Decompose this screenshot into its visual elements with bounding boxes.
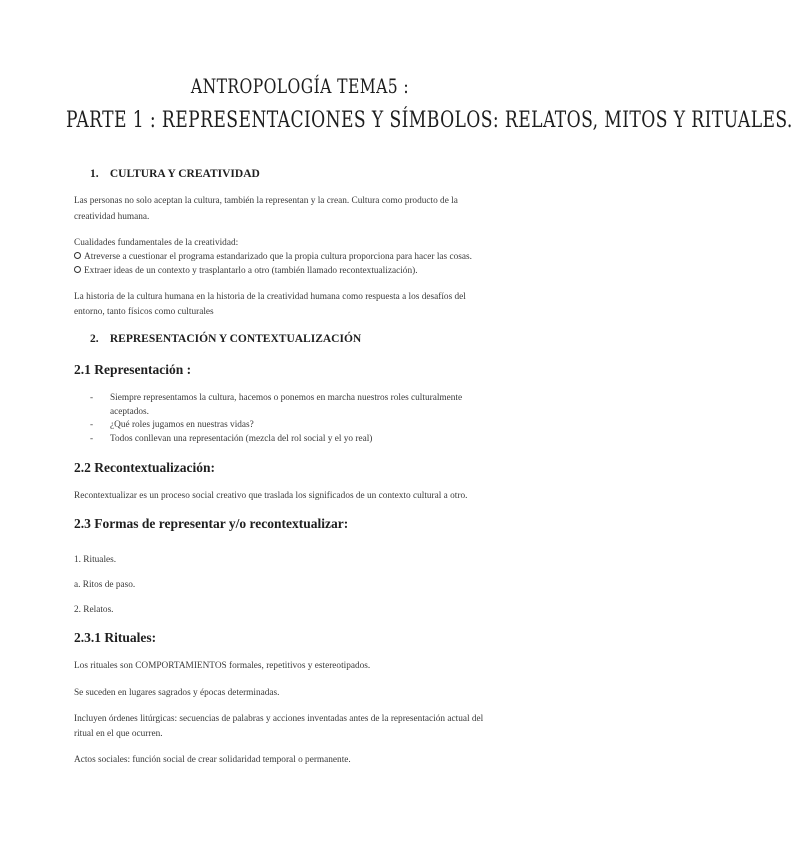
section2-title: REPRESENTACIÓN Y CONTEXTUALIZACIÓN bbox=[109, 333, 362, 345]
rituals-paragraph-3-line1: Incluyen órdenes litúrgicas: secuencias de palabras y acciones inventadas antes de la representación actual del bbox=[74, 714, 484, 724]
list-item bbox=[90, 393, 462, 403]
subsection-2-1-heading: 2.1 Representación : bbox=[74, 362, 192, 377]
section1-number: 1. bbox=[90, 168, 99, 180]
section1-paragraph2-line1: La historia de la cultura humana en la historia de la creatividad humana como respuesta a los desafíos del bbox=[74, 292, 466, 302]
bullet-text-2: Extraer ideas de un contexto y trasplantarlo a otro (también llamado recontextualización). bbox=[84, 266, 418, 276]
rituals-paragraph-1: Los rituales son COMPORTAMIENTOS formales, repetitivos y estereotipados. bbox=[74, 661, 371, 671]
bullet-item-2 bbox=[74, 266, 418, 276]
qualities-heading: Cualidades fundamentales de la creatividad: bbox=[74, 238, 239, 248]
subsection-2-2-heading: 2.2 Recontextualización: bbox=[74, 460, 215, 475]
circle-bullet-icon bbox=[74, 266, 81, 273]
section1-title: CULTURA Y CREATIVIDAD bbox=[109, 168, 260, 180]
rituals-paragraph-2: Se suceden en lugares sagrados y épocas determinadas. bbox=[74, 688, 280, 698]
rituals-paragraph-4: Actos sociales: función social de crear solidaridad temporal o permanente. bbox=[74, 755, 351, 765]
dash-bullet: - bbox=[90, 434, 94, 444]
dash-bullet: - bbox=[90, 393, 94, 403]
subsection-2-2-text: Recontextualizar es un proceso social creativo que traslada los significados de un contexto cultural a otro. bbox=[74, 491, 468, 501]
document-title-line1: ANTROPOLOGÍA TEMA5 : bbox=[190, 74, 410, 98]
list-item bbox=[90, 420, 254, 430]
list-item-text: Siempre representamos la cultura, hacemos o ponemos en marcha nuestros roles culturalmente bbox=[110, 393, 463, 403]
list-item-text: Todos conllevan una representación (mezcla del rol social y el yo real) bbox=[110, 434, 373, 444]
list-item: a. Ritos de paso. bbox=[74, 580, 136, 590]
list-item bbox=[90, 434, 372, 444]
list-item: 1. Rituales. bbox=[74, 555, 117, 565]
bullet-text-1: Atreverse a cuestionar el programa estandarizado que la propia cultura proporciona para hacer las cosas. bbox=[84, 252, 472, 262]
section1-paragraph2-line2: entorno, tanto físicos como culturales bbox=[74, 307, 214, 317]
list-item-continuation: aceptados. bbox=[110, 407, 149, 417]
subsection-2-3-heading: 2.3 Formas de representar y/o recontextualizar: bbox=[74, 516, 349, 531]
dash-bullet: - bbox=[90, 420, 94, 430]
circle-bullet-icon bbox=[74, 252, 81, 259]
rituals-paragraph-3-line2: ritual en el que ocurren. bbox=[74, 729, 163, 739]
section1-paragraph1-line2: creatividad humana. bbox=[74, 212, 150, 222]
section2-heading bbox=[90, 333, 361, 345]
subsection-2-3-1-heading: 2.3.1 Rituales: bbox=[74, 630, 157, 645]
section1-heading bbox=[90, 168, 260, 180]
list-item-text: ¿Qué roles jugamos en nuestras vidas? bbox=[110, 420, 254, 430]
document-title-line2: PARTE 1 : REPRESENTACIONES Y SÍMBOLOS: RELATOS, MITOS Y RITUALES. bbox=[66, 108, 793, 133]
section2-number: 2. bbox=[90, 333, 99, 345]
list-item: 2. Relatos. bbox=[74, 605, 114, 615]
section1-paragraph1-line1: Las personas no solo aceptan la cultura, también la representan y la crean. Cultura como producto de la bbox=[74, 196, 458, 206]
bullet-item-1 bbox=[74, 252, 472, 262]
